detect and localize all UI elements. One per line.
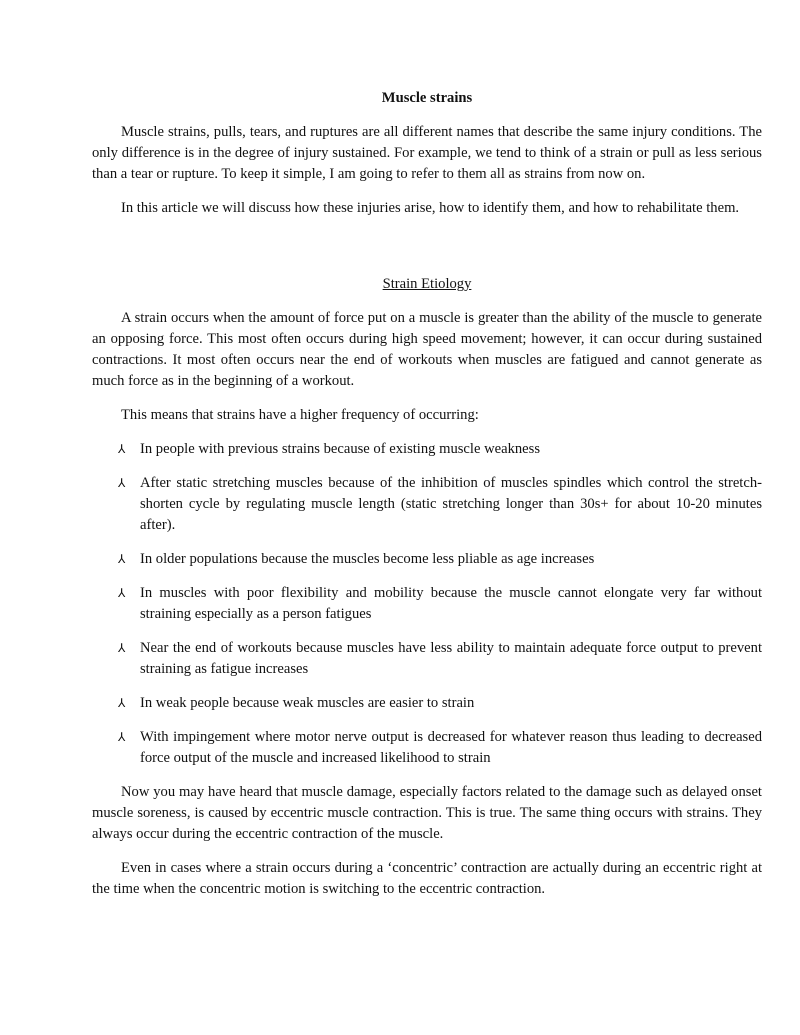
section-heading: Strain Etiology <box>382 276 472 292</box>
bullet-icon: ⅄ <box>118 552 126 566</box>
bullet-icon: ⅄ <box>118 442 126 456</box>
list-item-text: With impingement where motor nerve output is decreased for whatever reason thus leading to decreased force output of the muscle and increased likelihood to strain <box>140 729 762 766</box>
list-item-text: In weak people because weak muscles are easier to strain <box>140 695 475 711</box>
list-item <box>92 549 762 570</box>
list-item <box>92 473 762 536</box>
list-item <box>92 693 762 714</box>
list-item <box>92 583 762 625</box>
list-item-text: In muscles with poor flexibility and mobility because the muscle cannot elongate very far without straining especially as a person fatigues <box>140 585 762 622</box>
bullet-icon: ⅄ <box>118 586 126 600</box>
list-item-text: In older populations because the muscles become less pliable as age increases <box>140 551 595 567</box>
list-item-text: After static stretching muscles because of the inhibition of muscles spindles which control the stretch-shorten cycle by regulating muscle length (static stretching longer than 30s+ for about 10-20 minutes after). <box>140 475 762 533</box>
document-title: Muscle strains <box>381 90 473 106</box>
intro-paragraph-2: In this article we will discuss how these injuries arise, how to identify them, and how to rehabilitate them. <box>121 200 740 216</box>
list-item <box>92 439 762 460</box>
list-item <box>92 638 762 680</box>
closing-paragraph-2: Even in cases where a strain occurs during a ‘concentric’ contraction are actually during an eccentric right at the time when the concentric motion is switching to the eccentric contraction. <box>92 860 762 897</box>
intro-paragraph-1: Muscle strains, pulls, tears, and ruptures are all different names that describe the same injury conditions. The only difference is in the degree of injury sustained. For example, we tend to think of a strain or pull as less serious than a tear or rupture. To keep it simple, I am going to refer to them all as strains from now on. <box>92 124 762 182</box>
bullet-list <box>92 439 762 769</box>
closing-paragraph-1: Now you may have heard that muscle damage, especially factors related to the damage such as delayed onset muscle soreness, is caused by eccentric muscle contraction. This is true. The same thing occurs with strains. They always occur during the eccentric contraction of the muscle. <box>92 784 762 842</box>
list-item-text: In people with previous strains because of existing muscle weakness <box>140 441 541 457</box>
bullet-icon: ⅄ <box>118 641 126 655</box>
bullet-icon: ⅄ <box>118 476 126 490</box>
list-item-text: Near the end of workouts because muscles have less ability to maintain adequate force output to prevent straining as fatigue increases <box>140 640 762 677</box>
bullet-icon: ⅄ <box>118 696 126 710</box>
list-item <box>92 727 762 769</box>
bullet-icon: ⅄ <box>118 730 126 744</box>
etiology-paragraph: A strain occurs when the amount of force put on a muscle is greater than the ability of the muscle to generate an opposing force. This most often occurs during high speed movement; however, it can occur during sustained contractions. It most often occurs near the end of workouts when muscles are fatigued and cannot generate as much force as in the beginning of a workout. <box>92 310 762 389</box>
document-page <box>92 88 762 900</box>
list-intro: This means that strains have a higher frequency of occurring: <box>121 407 479 423</box>
